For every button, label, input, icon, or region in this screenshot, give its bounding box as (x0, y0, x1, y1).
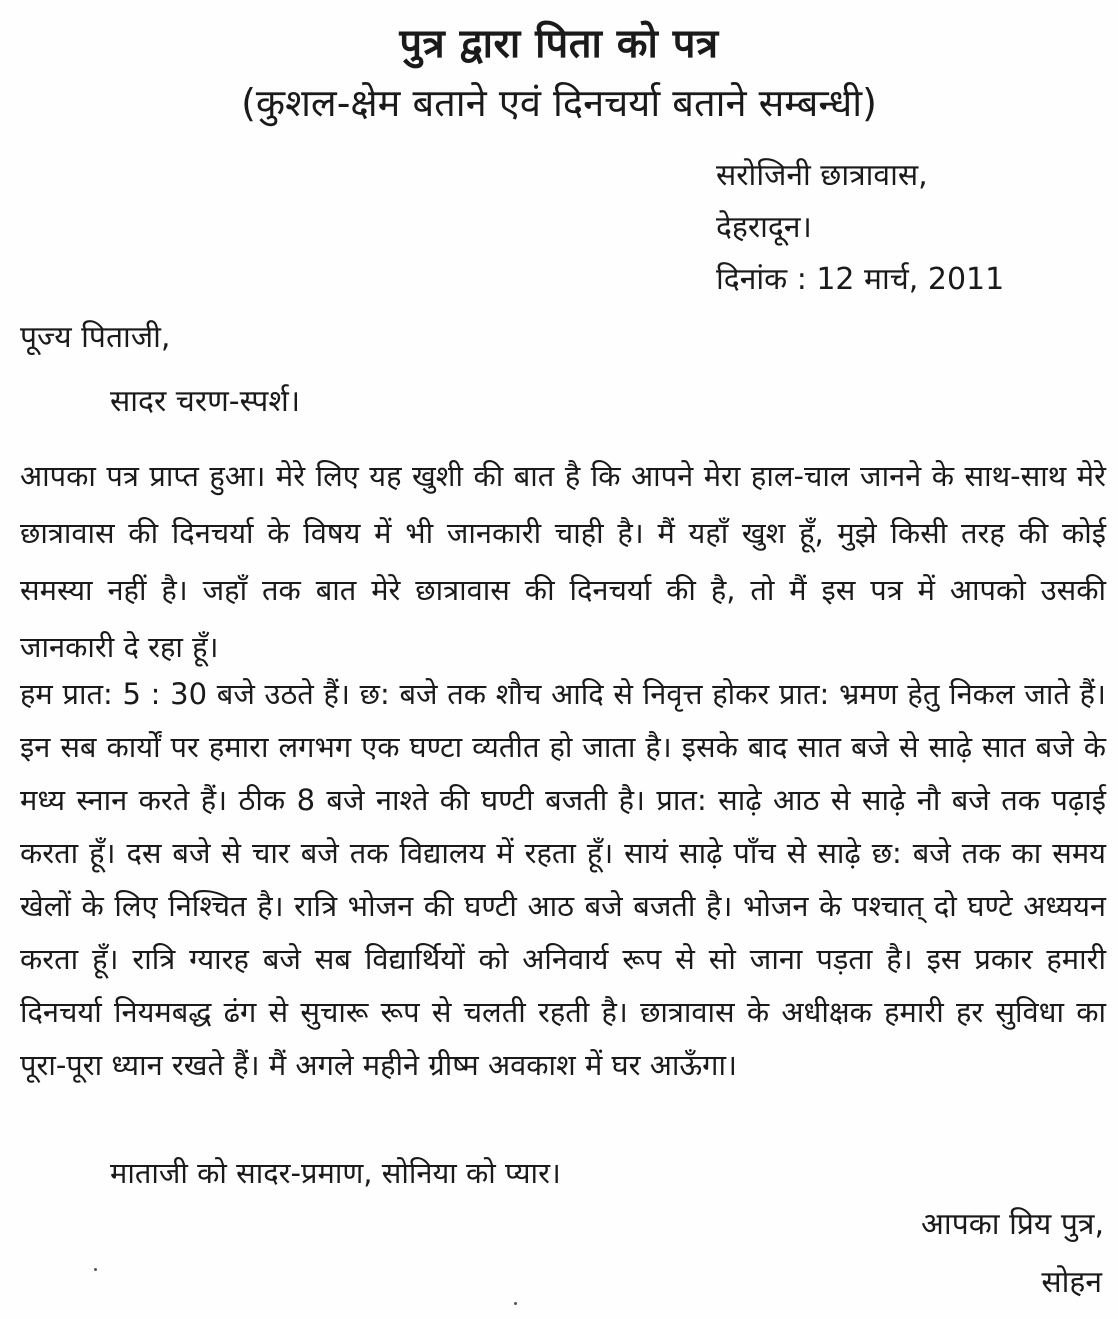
letter-title: पुत्र द्वारा पिता को पत्र (399, 21, 719, 67)
sender-address-block (716, 150, 1096, 306)
greeting: सादर चरण-स्पर्श। (110, 384, 301, 419)
paper-speck (514, 1302, 517, 1305)
signature-name: सोहन (1041, 1265, 1102, 1300)
letter-subtitle: (कुशल-क्षेम बताने एवं दिनचर्या बताने सम्बन्धी) (241, 81, 877, 125)
closing-regards: माताजी को सादर-प्रमाण, सोनिया को प्यार। (110, 1156, 561, 1190)
letter-date: दिनांक : 12 मार्च, 2011 (716, 262, 1005, 297)
sign-off: आपका प्रिय पुत्र, (921, 1207, 1104, 1242)
paper-speck (94, 1268, 97, 1271)
salutation: पूज्य पिताजी, (20, 320, 171, 355)
body-paragraph-2: हम प्रात: 5 : 30 बजे उठते हैं। छ: बजे तक शौच आदि से निवृत्त होकर प्रात: भ्रमण हेतु निकल जाते हैं। इन सब कार्यों पर हमारा लगभग एक घण्टा व्यतीत हो जाता है। इसके बाद सात बजे से साढ़े सात बजे के मध्य स्नान करते हैं। ठीक 8 बजे नाश्ते की घण्टी बजती है। प्रात: साढ़े आठ से साढ़े नौ बजे तक पढ़ाई करता हूँ। दस बजे से चार बजे तक विद्यालय में रहता हूँ। सायं साढ़े पाँच से साढ़े छ: बजे तक का समय खेलों के लिए निश्चित है। रात्रि भोजन की घण्टी आठ बजे बजती है। भोजन के पश्चात् दो घण्टे अध्ययन करता हूँ। रात्रि ग्यारह बजे सब विद्यार्थियों को अनिवार्य रूप से सो जाना पड़ता है। इस प्रकार हमारी दिनचर्या नियमबद्ध ढंग से सुचारू रूप से चलती रहती है। छात्रावास के अधीक्षक हमारी हर सुविधा का पूरा-पूरा ध्यान रखते हैं। मैं अगले महीने ग्रीष्म अवकाश में घर आऊँगा। (20, 677, 1106, 1082)
address-line-2: देहरादून। (716, 210, 812, 245)
address-line-1: सरोजिनी छात्रावास, (716, 158, 928, 193)
body-paragraph-1: आपका पत्र प्राप्त हुआ। मेरे लिए यह खुशी की बात है कि आपने मेरा हाल-चाल जानने के साथ-साथ मेरे छात्रावास की दिनचर्या के विषय में भी जानकारी चाही है। मैं यहाँ खुश हूँ, मुझे किसी तरह की कोई समस्या नहीं है। जहाँ तक बात मेरे छात्रावास की दिनचर्या की है, तो मैं इस पत्र में आपको उसकी जानकारी दे रहा हूँ। (20, 459, 1106, 664)
